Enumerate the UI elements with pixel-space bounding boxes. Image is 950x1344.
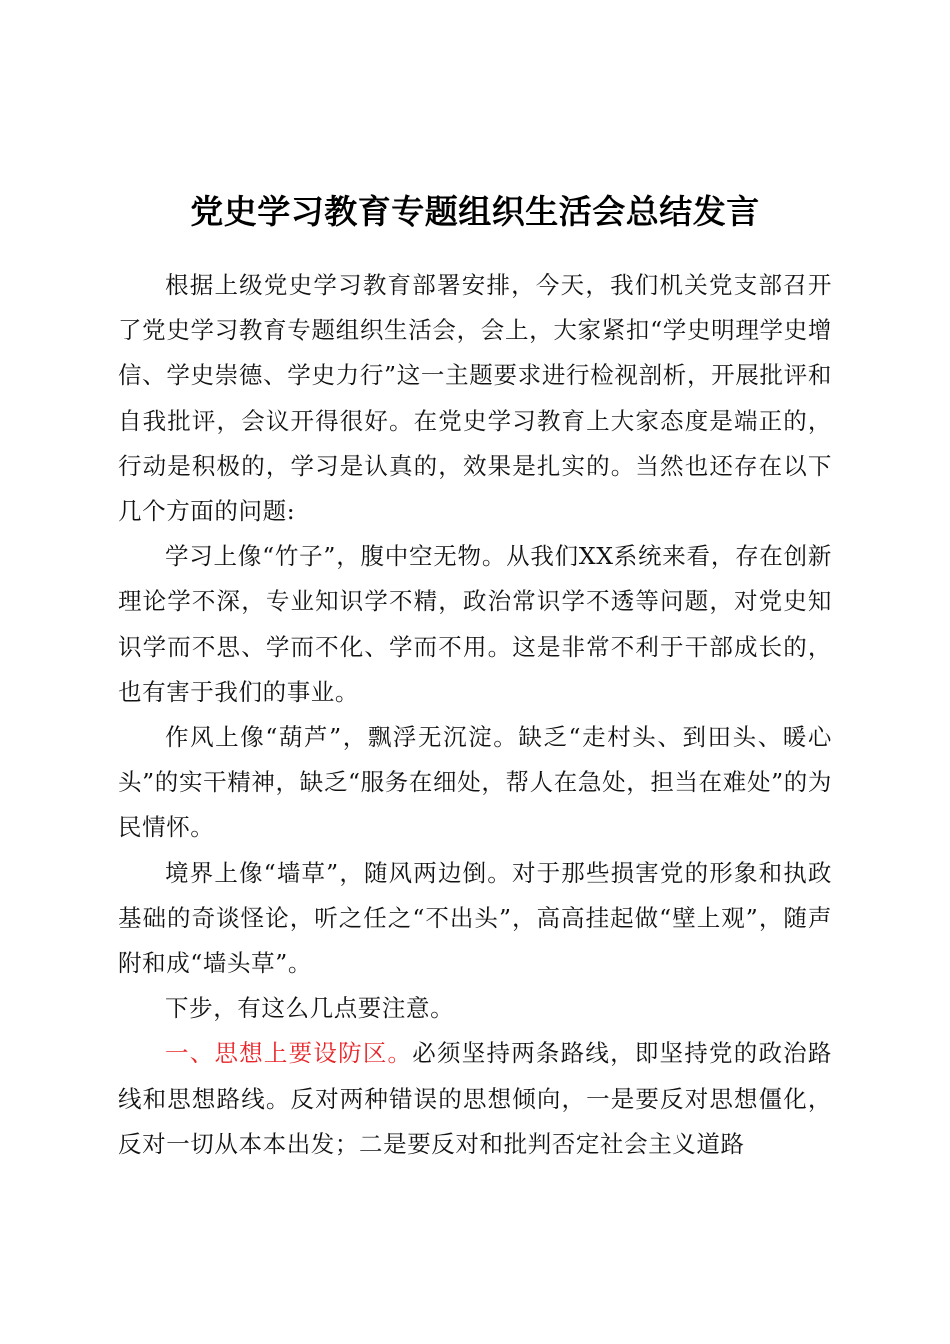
section-one-heading: 一、思想上要设防区。 bbox=[165, 1039, 413, 1068]
paragraph-intro: 根据上级党史学习教育部署安排，今天，我们机关党支部召开了党史学习教育专题组织生活会，会上，大家紧扣“学史明理学史增信、学史崇德、学史力行”这一主题要求进行检视剖析，开展批评和自我批评，会议开得很好。在党史学习教育上大家态度是端正的，行动是积极的，学习是认真的，效果是扎实的。当然也还存在以下几个方面的问题: bbox=[118, 271, 832, 526]
document-body bbox=[118, 263, 832, 1167]
paragraph-style-gourd: 作风上像“葫芦”，飘浮无沉淀。缺乏“走村头、到田头、暖心头”的实干精神，缺乏“服务在细处，帮人在急处，担当在难处”的为民情怀。 bbox=[118, 723, 832, 842]
paragraph-section-one bbox=[118, 1031, 832, 1167]
document-title: 党史学习教育专题组织生活会总结发言 bbox=[190, 192, 760, 231]
paragraph-study-bamboo: 学习上像“竹子”，腹中空无物。从我们XX系统来看，存在创新理论学不深，专业知识学不精，政治常识学不透等问题，对党史知识学而不思、学而不化、学而不用。这是非常不利于干部成长的，也有害于我们的事业。 bbox=[118, 542, 832, 706]
section-one-text: 必须坚持两条路线，即坚持党的政治路线和思想路线。反对两种错误的思想倾向，一是要反对思想僵化，反对一切从本本出发；二是要反对和批判否定社会主义道路 bbox=[118, 1039, 833, 1158]
paragraph-realm-wallgrass: 境界上像“墙草”，随风两边倒。对于那些损害党的形象和执政基础的奇谈怪论，听之任之“不出头”，高高挂起做“壁上观”，随声附和成“墙头草”。 bbox=[118, 858, 832, 978]
paragraph-next-steps: 下步，有这么几点要注意。 bbox=[165, 994, 455, 1023]
